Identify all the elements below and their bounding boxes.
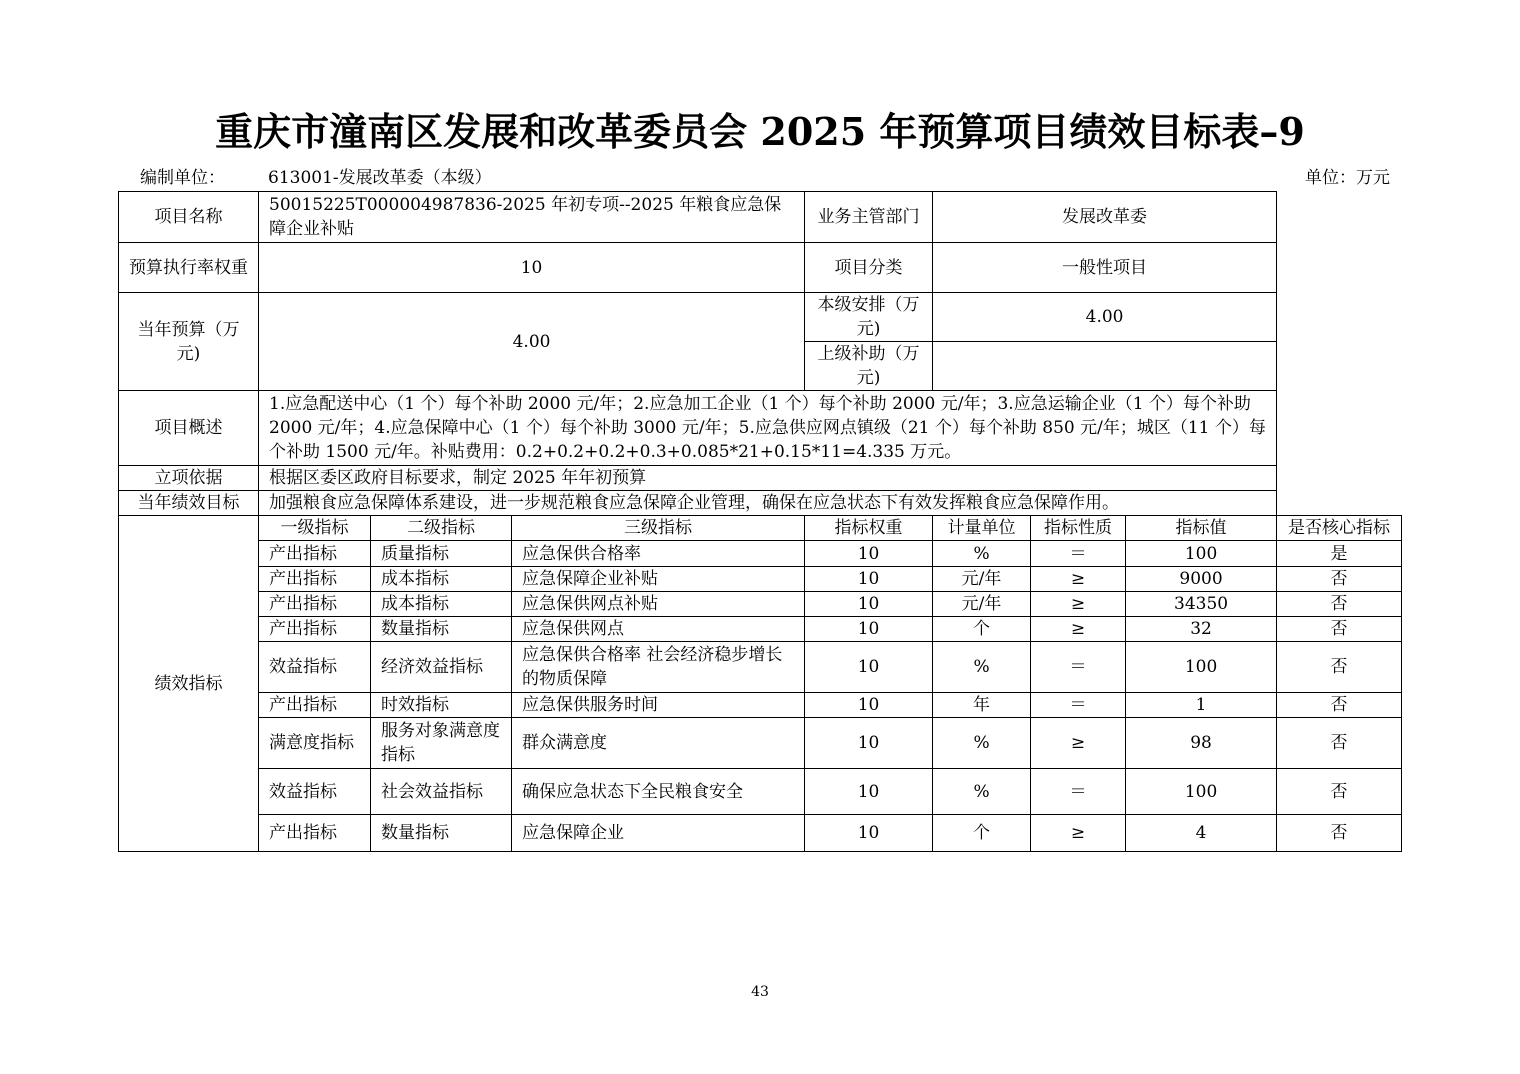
core-cell: 否 [1277,642,1402,693]
level1-cell: 效益指标 [259,642,371,693]
page-number: 43 [751,984,769,1000]
level2-cell: 成本指标 [371,567,512,592]
nature-cell: ≥ [1031,718,1126,769]
unit-cell: 元/年 [933,592,1031,617]
core-cell: 否 [1277,693,1402,718]
nature-cell: ＝ [1031,693,1126,718]
weight-cell: 10 [805,815,933,852]
core-cell: 否 [1277,592,1402,617]
unit-cell: 个 [933,617,1031,642]
core-cell: 否 [1277,769,1402,815]
value-cell: 100 [1126,769,1277,815]
unit-cell: 年 [933,693,1031,718]
level2-cell: 数量指标 [371,815,512,852]
level3-cell: 应急保供合格率 社会经济稳步增长的物质保障 [512,642,805,693]
unit-cell: % [933,718,1031,769]
table-row [119,815,1402,852]
dept-value: 发展改革委 [933,192,1277,243]
local-value: 4.00 [933,293,1277,342]
value-cell: 34350 [1126,592,1277,617]
table-row [119,567,1402,592]
nature-cell: ＝ [1031,541,1126,567]
basis-text: 根据区委区政府目标要求，制定 2025 年年初预算 [259,466,1277,491]
dept-label: 业务主管部门 [805,192,933,243]
value-cell: 32 [1126,617,1277,642]
weight-cell: 10 [805,541,933,567]
level2-cell: 社会效益指标 [371,769,512,815]
header-cell: 二级指标 [371,516,512,541]
level1-cell: 产出指标 [259,693,371,718]
weight-cell: 10 [805,718,933,769]
indicators-section-label: 绩效指标 [119,516,259,852]
level2-cell: 质量指标 [371,541,512,567]
category-label: 项目分类 [805,243,933,293]
nature-cell: ＝ [1031,769,1126,815]
weight-value: 10 [259,243,805,293]
compiling-unit [140,167,492,189]
table-row [119,592,1402,617]
table-row [119,541,1402,567]
level2-cell: 经济效益指标 [371,642,512,693]
level2-cell: 服务对象满意度指标 [371,718,512,769]
level3-cell: 应急保障企业补贴 [512,567,805,592]
unit-cell: % [933,541,1031,567]
level2-cell: 成本指标 [371,592,512,617]
weight-cell: 10 [805,693,933,718]
level2-cell: 数量指标 [371,617,512,642]
weight-cell: 10 [805,617,933,642]
level3-cell: 应急保供网点补贴 [512,592,805,617]
overview-label: 项目概述 [119,391,259,466]
value-cell: 98 [1126,718,1277,769]
level3-cell: 确保应急状态下全民粮食安全 [512,769,805,815]
weight-cell: 10 [805,642,933,693]
header-cell: 计量单位 [933,516,1031,541]
value-cell: 9000 [1126,567,1277,592]
table-row [119,642,1402,693]
header-cell: 指标权重 [805,516,933,541]
goal-label: 当年绩效目标 [119,491,259,516]
level3-cell: 群众满意度 [512,718,805,769]
level3-cell: 应急保供网点 [512,617,805,642]
table-row [119,617,1402,642]
category-value: 一般性项目 [933,243,1277,293]
compiling-unit-label: 编制单位： [140,168,225,188]
value-cell: 100 [1126,642,1277,693]
table-row [119,769,1402,815]
weight-cell: 10 [805,567,933,592]
project-name-label: 项目名称 [119,192,259,243]
level1-cell: 产出指标 [259,592,371,617]
unit-cell: 元/年 [933,567,1031,592]
core-cell: 否 [1277,718,1402,769]
upper-label: 上级补助（万元) [805,342,933,391]
header-cell: 指标性质 [1031,516,1126,541]
value-cell: 100 [1126,541,1277,567]
header-cell: 三级指标 [512,516,805,541]
unit-cell: 个 [933,815,1031,852]
local-label: 本级安排（万元) [805,293,933,342]
header-cell: 指标值 [1126,516,1277,541]
core-cell: 否 [1277,567,1402,592]
weight-cell: 10 [805,769,933,815]
overview-text: 1.应急配送中心（1 个）每个补助 2000 元/年；2.应急加工企业（1 个）每个补助 2000 元/年；3.应急运输企业（1 个）每个补助 2000 元/年；4.应急保障中心（1 个）每个补助 3000 元/年；5.应急供应网点镇级（21 个）每个补助 850 元/年；城区（11 个）每个补助 1500 元/年。补贴费用：0.2+0.2+0.2+0.3+0.085*21+0.15*11=4.335 万元。 [259,391,1277,466]
nature-cell: ＝ [1031,642,1126,693]
budget-value: 4.00 [259,293,805,391]
level3-cell: 应急保供服务时间 [512,693,805,718]
indicator-header-row [119,516,1402,541]
header-cell: 一级指标 [259,516,371,541]
unit-cell: % [933,642,1031,693]
value-cell: 4 [1126,815,1277,852]
unit-cell: % [933,769,1031,815]
nature-cell: ≥ [1031,617,1126,642]
level3-cell: 应急保供合格率 [512,541,805,567]
page-title: 重庆市潼南区发展和改革委员会 2025 年预算项目绩效目标表–9 [215,109,1305,154]
table-row [119,693,1402,718]
level1-cell: 产出指标 [259,541,371,567]
upper-value [933,342,1277,391]
level1-cell: 产出指标 [259,815,371,852]
currency-unit: 单位：万元 [1305,168,1390,188]
table-row [119,718,1402,769]
level3-cell: 应急保障企业 [512,815,805,852]
basis-label: 立项依据 [119,466,259,491]
nature-cell: ≥ [1031,567,1126,592]
weight-label: 预算执行率权重 [119,243,259,293]
project-name-value: 50015225T000004987836-2025 年初专项--2025 年粮食应急保障企业补贴 [259,192,805,243]
core-cell: 否 [1277,815,1402,852]
header-cell: 是否核心指标 [1277,516,1402,541]
nature-cell: ≥ [1031,592,1126,617]
core-cell: 是 [1277,541,1402,567]
goal-text: 加强粮食应急保障体系建设，进一步规范粮食应急保障企业管理，确保在应急状态下有效发挥粮食应急保障作用。 [259,491,1277,516]
nature-cell: ≥ [1031,815,1126,852]
budget-label: 当年预算（万元) [119,293,259,391]
performance-table [118,191,1402,852]
level1-cell: 满意度指标 [259,718,371,769]
weight-cell: 10 [805,592,933,617]
level1-cell: 产出指标 [259,617,371,642]
level2-cell: 时效指标 [371,693,512,718]
value-cell: 1 [1126,693,1277,718]
core-cell: 否 [1277,617,1402,642]
level1-cell: 产出指标 [259,567,371,592]
level1-cell: 效益指标 [259,769,371,815]
compiling-unit-value: 613001-发展改革委（本级） [268,168,492,188]
